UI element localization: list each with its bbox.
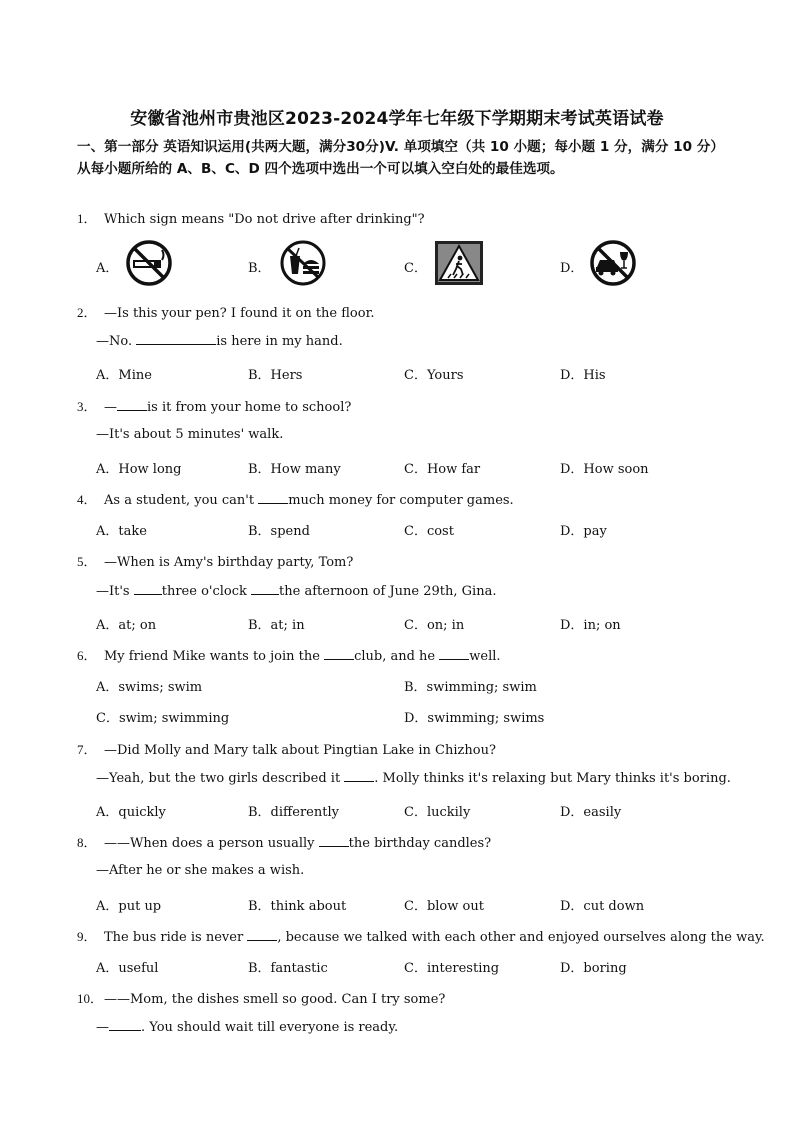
text-segment: —: [96, 1020, 109, 1035]
option-a[interactable]: A．put up: [96, 899, 162, 914]
answer-blank[interactable]: [109, 1019, 141, 1031]
question-3: [77, 396, 351, 415]
option-d[interactable]: D．How soon: [560, 462, 649, 477]
question-10: [77, 988, 445, 1007]
question-number: 6．: [77, 648, 97, 663]
option-c[interactable]: C．swim; swimming: [96, 711, 230, 726]
text-segment: The bus ride is never: [104, 930, 248, 945]
text-segment: —It's: [96, 584, 134, 599]
section-header: 一、第一部分 英语知识运用(共两大题，满分30分)V. 单项填空（共 10 小题；每小题 1 分，满分 10 分）从每小题所给的 A、B、C、D 四个选项中选出一个可以填入空白处的最佳选项。: [77, 139, 718, 177]
text-segment: three o'clock: [161, 584, 252, 599]
question-number: 2．: [77, 305, 97, 320]
option-a[interactable]: A．useful: [96, 961, 159, 976]
question-8: [77, 832, 491, 851]
option-d[interactable]: D．in; on: [560, 618, 621, 633]
option-c[interactable]: C．interesting: [404, 961, 500, 976]
text-segment: the afternoon of June 29th, Gina.: [279, 584, 497, 599]
text-segment: the birthday candles?: [348, 836, 492, 851]
question-text: Which sign means "Do not drive after drinking"?: [104, 212, 425, 227]
question-8-line-2: —After he or she makes a wish.: [96, 863, 305, 878]
option-d[interactable]: D．: [560, 261, 584, 276]
option-c[interactable]: C．How far: [404, 462, 481, 477]
option-d[interactable]: D．cut down: [560, 899, 645, 914]
option-d[interactable]: D．pay: [560, 524, 607, 539]
question-text: —Did Molly and Mary talk about Pingtian Lake in Chizhou?: [104, 743, 496, 758]
option-a[interactable]: A．at; on: [96, 618, 157, 633]
answer-blank[interactable]: [247, 929, 277, 941]
answer-blank[interactable]: [258, 492, 288, 504]
question-4: [77, 489, 514, 508]
option-d[interactable]: D．boring: [560, 961, 627, 976]
text-segment: —Yeah, but the two girls described it: [96, 771, 345, 786]
pedestrian-crossing-sign-icon[interactable]: [434, 240, 484, 286]
question-text: ——Mom, the dishes smell so good. Can I try some?: [104, 992, 446, 1007]
text-segment: . You should wait till everyone is ready.: [141, 1020, 399, 1035]
option-b[interactable]: B．Hers: [248, 368, 303, 383]
question-number: 9．: [77, 929, 97, 944]
question-number: 5．: [77, 554, 97, 569]
text-segment: club, and he: [354, 649, 440, 664]
question-2-line-2: [96, 333, 343, 349]
option-b[interactable]: B．think about: [248, 899, 347, 914]
no-drink-driving-sign-icon[interactable]: [588, 240, 638, 286]
answer-blank[interactable]: [319, 835, 349, 847]
option-c[interactable]: C．blow out: [404, 899, 484, 914]
text-segment: . Molly thinks it's relaxing but Mary thinks it's boring.: [374, 771, 731, 786]
answer-blank[interactable]: [439, 648, 469, 660]
text-segment: As a student, you can't: [104, 493, 259, 508]
answer-blank[interactable]: [134, 583, 162, 595]
option-c[interactable]: C．on; in: [404, 618, 465, 633]
question-7-line-2: [96, 770, 731, 786]
option-b[interactable]: B．How many: [248, 462, 341, 477]
option-b[interactable]: B．: [248, 261, 271, 276]
page-title: 安徽省池州市贵池区2023-2024学年七年级下学期期末考试英语试卷: [130, 109, 664, 129]
option-a[interactable]: A．take: [96, 524, 147, 539]
option-a[interactable]: A．: [96, 261, 119, 276]
question-number: 3．: [77, 399, 97, 414]
option-c[interactable]: C．: [404, 261, 427, 276]
no-smoking-sign-icon[interactable]: [124, 240, 174, 286]
question-10-line-2: [96, 1019, 398, 1035]
option-b[interactable]: B．spend: [248, 524, 310, 539]
option-b[interactable]: B．at; in: [248, 618, 305, 633]
text-segment: ——When does a person usually: [104, 836, 319, 851]
text-segment: , because we talked with each other and enjoyed ourselves along the way.: [277, 930, 765, 945]
answer-blank[interactable]: [344, 770, 374, 782]
option-a[interactable]: A．Mine: [96, 368, 152, 383]
question-5: [77, 551, 353, 570]
option-a[interactable]: A．quickly: [96, 805, 166, 820]
question-5-line-2: [96, 583, 496, 599]
question-7: [77, 739, 496, 758]
no-food-drink-sign-icon[interactable]: [278, 240, 328, 286]
question-3-line-2: —It's about 5 minutes' walk.: [96, 427, 284, 442]
text-segment: is it from your home to school?: [147, 400, 352, 415]
question-6: [77, 645, 501, 664]
option-b[interactable]: B．fantastic: [248, 961, 328, 976]
question-number: 1．: [77, 211, 97, 226]
answer-blank[interactable]: [117, 399, 147, 411]
option-b[interactable]: B．swimming; swim: [404, 680, 537, 695]
question-number: 8．: [77, 835, 97, 850]
question-2: [77, 302, 375, 321]
option-b[interactable]: B．differently: [248, 805, 339, 820]
option-c[interactable]: C．luckily: [404, 805, 471, 820]
option-c[interactable]: C．Yours: [404, 368, 464, 383]
text-segment: much money for computer games.: [288, 493, 514, 508]
question-9: [77, 926, 765, 945]
question-number: 7．: [77, 742, 97, 757]
answer-blank[interactable]: [136, 333, 216, 345]
answer-blank[interactable]: [251, 583, 279, 595]
option-a[interactable]: A．swims; swim: [96, 680, 203, 695]
option-c[interactable]: C．cost: [404, 524, 454, 539]
question-number: 4．: [77, 492, 97, 507]
text-segment: well.: [469, 649, 501, 664]
option-d[interactable]: D．easily: [560, 805, 622, 820]
answer-blank[interactable]: [324, 648, 354, 660]
question-text: —Is this your pen? I found it on the floor.: [104, 306, 375, 321]
text-segment: is here in my hand.: [216, 334, 343, 349]
text-segment: —No.: [96, 334, 137, 349]
option-a[interactable]: A．How long: [96, 462, 182, 477]
question-1: [77, 208, 425, 227]
text-segment: —: [104, 400, 117, 415]
question-number: 10．: [77, 991, 104, 1006]
option-d[interactable]: D．His: [560, 368, 606, 383]
option-d[interactable]: D．swimming; swims: [404, 711, 545, 726]
question-text: —When is Amy's birthday party, Tom?: [104, 555, 354, 570]
text-segment: My friend Mike wants to join the: [104, 649, 325, 664]
